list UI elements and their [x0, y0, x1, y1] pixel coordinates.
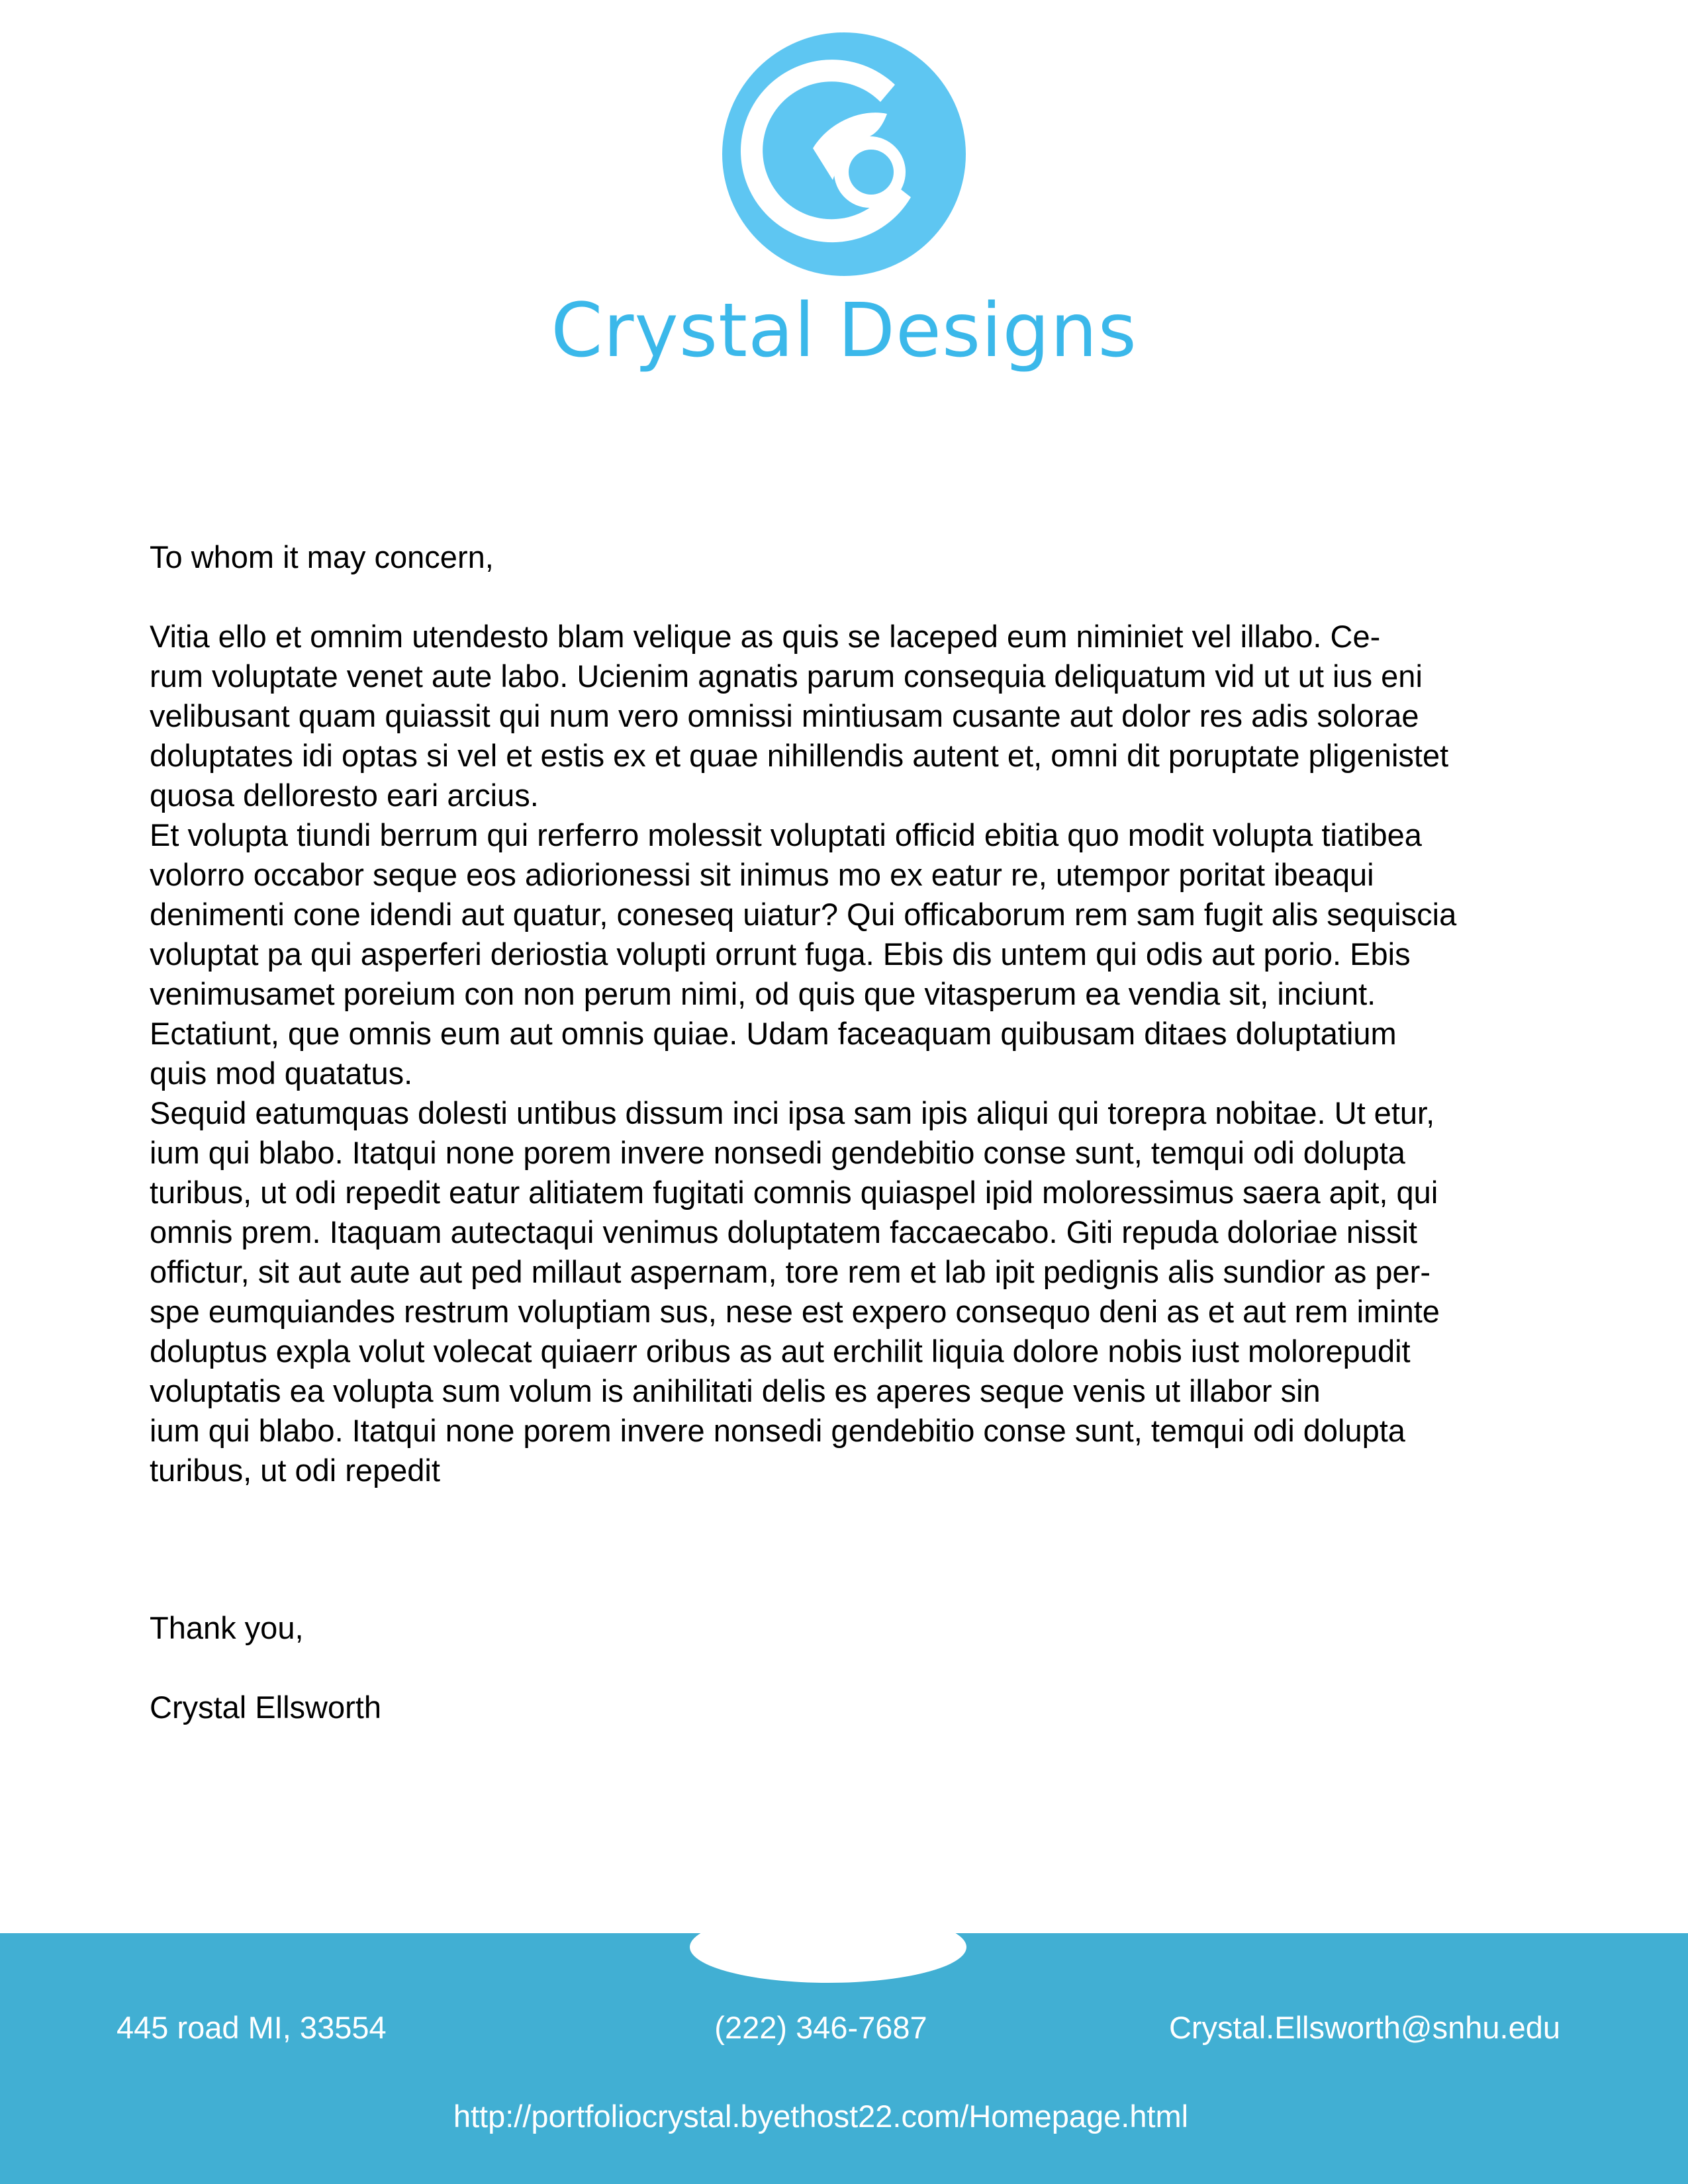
brand-name-word-designs: Designs [837, 288, 1137, 374]
footer-website-link[interactable]: http://portfoliocrystal.byethost22.com/Homepage.html [453, 2099, 1189, 2134]
paragraph-line: velibusant quam quiassit qui num vero omnissi mintiusam cusante aut dolor res adis solorae [150, 698, 1419, 733]
paragraph-line: turibus, ut odi repedit eatur alitiatem fugitati comnis quiaspel ipid moloressimus saera apit, qui [150, 1175, 1438, 1210]
paragraph-line: volorro occabor seque eos adiorionessi sit inimus mo ex eatur re, utempor poritat ibeaqui [150, 857, 1374, 892]
paragraph-line: voluptatis ea volupta sum volum is anihilitati delis es aperes seque venis ut illabor sin [150, 1373, 1321, 1408]
crystal-designs-logo-icon [714, 24, 974, 285]
paragraph-line: ium qui blabo. Itatqui none porem invere nonsedi gendebitio conse sunt, temqui odi dolupta [150, 1413, 1405, 1448]
letter-closing: Thank you, [150, 1610, 304, 1645]
footer-email-link[interactable]: Crystal.Ellsworth@snhu.edu [1168, 2010, 1560, 2045]
brand-name [0, 285, 1688, 377]
paragraph-line: rum voluptate venet aute labo. Ucienim agnatis parum consequia deliquatum vid ut ut ius eni [150, 659, 1423, 694]
paragraph-line: quosa delloresto eari arcius. [150, 778, 539, 813]
letter-greeting: To whom it may concern, [150, 539, 494, 574]
paragraph-line: quis mod quatatus. [150, 1056, 413, 1091]
paragraph-line: Vitia ello et omnim utendesto blam velique as quis se laceped eum niminiet vel illabo. Ce- [150, 619, 1381, 654]
letter-body [150, 537, 1566, 1490]
letter-paragraph-3 [150, 1093, 1566, 1490]
brand-name-word-crystal: Crystal [551, 288, 816, 374]
paragraph-line: doluptus expla volut volecat quiaerr oribus as aut erchilit liquia dolore nobis iust molorepudit [150, 1334, 1411, 1369]
letter-signature: Crystal Ellsworth [150, 1690, 381, 1725]
paragraph-line: ium qui blabo. Itatqui none porem invere nonsedi gendebitio conse sunt, temqui odi dolupta [150, 1135, 1405, 1170]
footer-phone: (222) 346-7687 [714, 2010, 927, 2045]
logo-swirl-icon [714, 24, 974, 285]
paragraph-line: voluptat pa qui asperferi deriostia volupti orrunt fuga. Ebis dis untem qui odis aut porio. Ebis [150, 936, 1411, 972]
paragraph-line: Et volupta tiundi berrum qui rerferro molessit voluptati officid ebitia quo modit volupta tiatibea [150, 817, 1422, 852]
paragraph-line: denimenti cone idendi aut quatur, coneseq uiatur? Qui officaborum rem sam fugit alis sequiscia [150, 897, 1457, 932]
paragraph-line: spe eumquiandes restrum voluptiam sus, nese est expero consequo deni as et aut rem iminte [150, 1294, 1440, 1329]
paragraph-line: Sequid eatumquas dolesti untibus dissum inci ipsa sam ipis aliqui qui torepra nobitae. Ut etur, [150, 1095, 1435, 1130]
paragraph-line: doluptates idi optas si vel et estis ex et quae nihillendis autent et, omni dit poruptate pligenistet [150, 738, 1449, 773]
logo-inner-dot [849, 150, 894, 195]
footer-notch [690, 1911, 966, 1983]
paragraph-line: venimusamet poreium con non perum nimi, od quis que vitasperum ea vendia sit, inciunt. [150, 976, 1376, 1011]
paragraph-line: Ectatiunt, que omnis eum aut omnis quiae. Udam faceaquam quibusam ditaes doluptatium [150, 1016, 1397, 1051]
letter-paragraph-1 [150, 617, 1566, 815]
letter-paragraph-2 [150, 815, 1566, 1093]
footer-address: 445 road MI, 33554 [117, 2010, 387, 2045]
paragraph-line: omnis prem. Itaquam autectaqui venimus doluptatem faccaecabo. Giti repuda doloriae nissit [150, 1214, 1417, 1250]
paragraph-line: turibus, ut odi repedit [150, 1453, 440, 1488]
paragraph-line: offictur, sit aut aute aut ped millaut aspernam, tore rem et lab ipit pedignis alis sundior as per- [150, 1254, 1430, 1289]
